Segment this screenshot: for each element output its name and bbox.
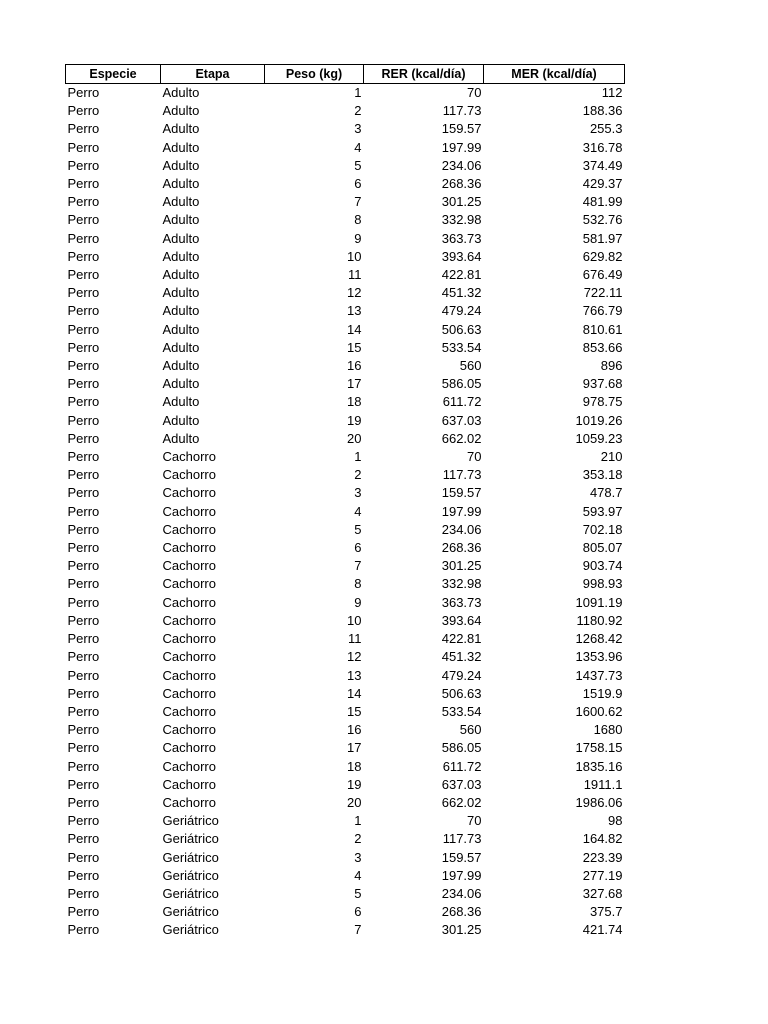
cell-especie: Perro (67, 794, 100, 810)
cell-rer: 611.72 (442, 394, 482, 410)
cell-peso: 20 (347, 794, 362, 810)
cell-rer: 533.54 (441, 339, 482, 355)
cell-rer: 506.63 (441, 321, 482, 337)
cell-mer: 98 (608, 813, 623, 829)
cell-especie: Perro (67, 849, 100, 865)
cell-mer: 1519.9 (582, 685, 623, 701)
cell-etapa: Cachorro (162, 722, 216, 738)
cell-rer: 301.25 (441, 558, 482, 574)
cell-mer: 1437.73 (575, 667, 623, 683)
cell-etapa: Geriátrico (162, 831, 219, 847)
cell-especie: Perro (67, 722, 100, 738)
cell-etapa: Adulto (162, 139, 200, 155)
cell-peso: 16 (347, 358, 362, 374)
table-row (66, 248, 625, 266)
table-row (66, 667, 625, 685)
cell-mer: 1019.26 (575, 412, 623, 428)
cell-mer: 188.36 (582, 103, 623, 119)
cell-mer: 978.75 (582, 394, 623, 410)
header-mer: MER (kcal/día) (484, 65, 625, 84)
cell-peso: 13 (347, 303, 362, 319)
cell-etapa: Geriátrico (162, 813, 219, 829)
cell-rer: 234.06 (441, 157, 482, 173)
cell-peso: 7 (354, 558, 362, 574)
header-row (66, 65, 625, 84)
cell-mer: 702.18 (582, 521, 623, 537)
cell-etapa: Cachorro (162, 540, 216, 556)
cell-rer: 393.64 (441, 248, 482, 264)
cell-etapa: Geriátrico (162, 904, 219, 920)
cell-etapa: Cachorro (162, 594, 216, 610)
cell-rer: 451.32 (441, 649, 482, 665)
cell-rer: 332.98 (441, 576, 482, 592)
cell-peso: 8 (354, 212, 362, 228)
cell-rer: 70 (467, 813, 482, 829)
cell-rer: 234.06 (441, 885, 482, 901)
cell-rer: 637.03 (441, 412, 482, 428)
cell-especie: Perro (67, 685, 100, 701)
cell-especie: Perro (67, 248, 100, 264)
cell-rer: 422.81 (441, 631, 482, 647)
table-row (66, 612, 625, 630)
cell-rer: 560 (459, 358, 482, 374)
cell-especie: Perro (67, 631, 100, 647)
cell-rer: 70 (467, 85, 482, 100)
cell-rer: 268.36 (441, 540, 482, 556)
cell-etapa: Cachorro (162, 485, 216, 501)
cell-mer: 805.07 (582, 540, 623, 556)
cell-especie: Perro (67, 121, 100, 137)
cell-rer: 662.02 (441, 794, 482, 810)
table-row (66, 830, 625, 848)
cell-peso: 5 (354, 521, 362, 537)
cell-rer: 117.73 (442, 103, 482, 119)
cell-especie: Perro (67, 594, 100, 610)
table-row (66, 484, 625, 502)
cell-peso: 6 (354, 904, 362, 920)
cell-especie: Perro (67, 922, 100, 938)
cell-etapa: Adulto (162, 230, 200, 246)
cell-mer: 722.11 (583, 285, 623, 301)
cell-rer: 197.99 (441, 139, 482, 155)
cell-especie: Perro (67, 813, 100, 829)
cell-especie: Perro (67, 212, 100, 228)
table-row (66, 903, 625, 921)
cell-etapa: Adulto (162, 394, 200, 410)
table-row (66, 575, 625, 593)
cell-mer: 581.97 (582, 230, 623, 246)
cell-peso: 1 (354, 813, 362, 829)
cell-rer: 197.99 (441, 867, 482, 883)
cell-mer: 593.97 (582, 503, 623, 519)
cell-peso: 15 (347, 339, 362, 355)
cell-mer: 937.68 (582, 376, 623, 392)
cell-especie: Perro (67, 558, 100, 574)
cell-mer: 374.49 (582, 157, 623, 173)
cell-peso: 1 (354, 449, 362, 465)
cell-etapa: Cachorro (162, 558, 216, 574)
cell-mer: 629.82 (582, 248, 623, 264)
cell-mer: 998.93 (582, 576, 623, 592)
cell-mer: 421.74 (582, 922, 623, 938)
cell-especie: Perro (67, 157, 100, 173)
cell-peso: 19 (347, 776, 362, 792)
cell-mer: 481.99 (582, 194, 623, 210)
cell-especie: Perro (67, 267, 100, 283)
cell-rer: 159.57 (441, 121, 482, 137)
cell-peso: 17 (347, 376, 362, 392)
table-row (66, 157, 625, 175)
cell-etapa: Adulto (162, 85, 200, 100)
cell-etapa: Cachorro (162, 776, 216, 792)
table-row (66, 557, 625, 575)
cell-etapa: Adulto (162, 248, 200, 264)
cell-mer: 255.3 (589, 121, 623, 137)
cell-especie: Perro (67, 703, 100, 719)
cell-especie: Perro (67, 139, 100, 155)
cell-etapa: Cachorro (162, 612, 216, 628)
table-row (66, 193, 625, 211)
cell-rer: 479.24 (441, 303, 482, 319)
cell-mer: 896 (600, 358, 623, 374)
table-row (66, 284, 625, 302)
table-row (66, 339, 625, 357)
cell-mer: 1268.42 (575, 631, 623, 647)
table-row (66, 120, 625, 138)
cell-peso: 4 (354, 503, 362, 519)
cell-mer: 1680 (593, 722, 623, 738)
table-row (66, 849, 625, 867)
table-row (66, 539, 625, 557)
cell-rer: 268.36 (441, 904, 482, 920)
cell-etapa: Adulto (162, 376, 200, 392)
cell-peso: 17 (347, 740, 362, 756)
cell-especie: Perro (67, 412, 100, 428)
cell-especie: Perro (67, 176, 100, 192)
cell-mer: 853.66 (582, 339, 623, 355)
cell-mer: 1600.62 (575, 703, 623, 719)
cell-peso: 3 (354, 849, 362, 865)
cell-etapa: Adulto (162, 267, 200, 283)
table-row (66, 175, 625, 193)
table-row (66, 266, 625, 284)
cell-especie: Perro (67, 885, 100, 901)
table-row (66, 521, 625, 539)
cell-etapa: Adulto (162, 285, 200, 301)
cell-especie: Perro (67, 831, 100, 847)
cell-peso: 6 (354, 540, 362, 556)
cell-etapa: Cachorro (162, 685, 216, 701)
cell-especie: Perro (67, 503, 100, 519)
cell-peso: 11 (348, 267, 362, 283)
cell-peso: 2 (354, 467, 362, 483)
cell-rer: 560 (459, 722, 482, 738)
cell-especie: Perro (67, 285, 100, 301)
cell-rer: 393.64 (441, 612, 482, 628)
cell-etapa: Cachorro (162, 740, 216, 756)
cell-peso: 20 (347, 430, 362, 446)
cell-especie: Perro (67, 449, 100, 465)
table-row (66, 721, 625, 739)
cell-mer: 112 (601, 85, 623, 100)
table-row (66, 758, 625, 776)
cell-etapa: Adulto (162, 194, 200, 210)
cell-etapa: Adulto (162, 358, 200, 374)
cell-etapa: Cachorro (162, 467, 216, 483)
cell-mer: 1059.23 (575, 430, 623, 446)
cell-peso: 14 (347, 321, 362, 337)
cell-rer: 197.99 (441, 503, 482, 519)
table-row (66, 375, 625, 393)
cell-mer: 1180.92 (576, 612, 623, 628)
cell-rer: 363.73 (441, 594, 482, 610)
cell-etapa: Cachorro (162, 758, 216, 774)
cell-especie: Perro (67, 339, 100, 355)
header-etapa: Etapa (161, 65, 265, 84)
cell-peso: 14 (347, 685, 362, 701)
cell-especie: Perro (67, 85, 100, 100)
cell-especie: Perro (67, 358, 100, 374)
table-row (66, 630, 625, 648)
cell-rer: 662.02 (441, 430, 482, 446)
cell-rer: 268.36 (441, 176, 482, 192)
cell-peso: 10 (347, 248, 362, 264)
cell-mer: 676.49 (582, 267, 623, 283)
cell-etapa: Adulto (162, 321, 200, 337)
table-row (66, 703, 625, 721)
cell-peso: 19 (347, 412, 362, 428)
table-row (66, 685, 625, 703)
table-row (66, 812, 625, 830)
cell-peso: 18 (347, 394, 362, 410)
cell-etapa: Cachorro (162, 703, 216, 719)
cell-etapa: Geriátrico (162, 922, 219, 938)
cell-especie: Perro (67, 667, 100, 683)
cell-mer: 210 (600, 449, 623, 465)
cell-mer: 766.79 (582, 303, 623, 319)
cell-rer: 422.81 (441, 267, 482, 283)
cell-peso: 3 (354, 485, 362, 501)
cell-peso: 13 (347, 667, 362, 683)
cell-mer: 277.19 (582, 867, 623, 883)
cell-etapa: Geriátrico (162, 849, 219, 865)
cell-especie: Perro (67, 485, 100, 501)
cell-rer: 451.32 (441, 285, 482, 301)
table-row (66, 430, 625, 448)
cell-rer: 506.63 (441, 685, 482, 701)
table-row (66, 794, 625, 812)
cell-mer: 1091.19 (575, 594, 623, 610)
cell-especie: Perro (67, 649, 100, 665)
cell-rer: 586.05 (441, 740, 482, 756)
cell-peso: 11 (348, 631, 362, 647)
cell-peso: 8 (354, 576, 362, 592)
cell-rer: 159.57 (441, 485, 482, 501)
table-row (66, 139, 625, 157)
cell-peso: 7 (354, 194, 362, 210)
cell-peso: 2 (354, 103, 362, 119)
cell-peso: 5 (354, 885, 362, 901)
header-especie: Especie (66, 65, 161, 84)
cell-mer: 1835.16 (575, 758, 623, 774)
cell-etapa: Adulto (162, 303, 200, 319)
table-row (66, 648, 625, 666)
cell-etapa: Adulto (162, 103, 200, 119)
cell-rer: 479.24 (441, 667, 482, 683)
cell-rer: 70 (467, 449, 482, 465)
table-row (66, 230, 625, 248)
cell-etapa: Cachorro (162, 521, 216, 537)
header-peso: Peso (kg) (265, 65, 364, 84)
header-rer: RER (kcal/día) (364, 65, 484, 84)
cell-etapa: Adulto (162, 121, 200, 137)
cell-mer: 903.74 (582, 558, 623, 574)
table-row (66, 921, 625, 939)
table-row (66, 776, 625, 794)
cell-etapa: Adulto (162, 176, 200, 192)
cell-rer: 301.25 (441, 194, 482, 210)
cell-peso: 12 (347, 285, 362, 301)
cell-rer: 332.98 (441, 212, 482, 228)
cell-rer: 117.73 (442, 831, 482, 847)
cell-rer: 301.25 (441, 922, 482, 938)
cell-peso: 16 (347, 722, 362, 738)
cell-peso: 2 (354, 831, 362, 847)
cell-especie: Perro (67, 867, 100, 883)
cell-rer: 234.06 (441, 521, 482, 537)
cell-peso: 12 (347, 649, 362, 665)
cell-mer: 327.68 (582, 885, 623, 901)
cell-etapa: Cachorro (162, 794, 216, 810)
table-body (66, 84, 625, 940)
table-row (66, 594, 625, 612)
table-row (66, 739, 625, 757)
cell-peso: 4 (354, 867, 362, 883)
cell-especie: Perro (67, 521, 100, 537)
cell-etapa: Cachorro (162, 631, 216, 647)
cell-peso: 3 (354, 121, 362, 137)
table-row (66, 412, 625, 430)
cell-etapa: Cachorro (162, 649, 216, 665)
cell-rer: 533.54 (441, 703, 482, 719)
table-row (66, 211, 625, 229)
cell-especie: Perro (67, 467, 100, 483)
table-row (66, 448, 625, 466)
cell-etapa: Adulto (162, 430, 200, 446)
cell-etapa: Adulto (162, 157, 200, 173)
cell-especie: Perro (67, 612, 100, 628)
table-header (66, 65, 625, 84)
cell-especie: Perro (67, 758, 100, 774)
cell-mer: 164.82 (582, 831, 623, 847)
cell-especie: Perro (67, 540, 100, 556)
cell-peso: 9 (354, 230, 362, 246)
cell-rer: 586.05 (441, 376, 482, 392)
cell-rer: 611.72 (442, 758, 482, 774)
cell-mer: 1758.15 (575, 740, 623, 756)
cell-etapa: Adulto (162, 412, 200, 428)
cell-peso: 18 (347, 758, 362, 774)
cell-especie: Perro (67, 376, 100, 392)
energy-requirements-table (65, 64, 625, 940)
cell-mer: 316.78 (582, 139, 623, 155)
cell-peso: 7 (354, 922, 362, 938)
cell-mer: 1911.1 (583, 776, 623, 792)
cell-mer: 478.7 (589, 485, 623, 501)
cell-especie: Perro (67, 303, 100, 319)
cell-etapa: Adulto (162, 339, 200, 355)
cell-mer: 810.61 (582, 321, 623, 337)
cell-especie: Perro (67, 103, 100, 119)
table-row (66, 393, 625, 411)
table-row (66, 102, 625, 120)
cell-rer: 159.57 (441, 849, 482, 865)
cell-mer: 1353.96 (575, 649, 623, 665)
cell-mer: 429.37 (582, 176, 623, 192)
cell-etapa: Geriátrico (162, 867, 219, 883)
cell-mer: 375.7 (589, 904, 623, 920)
cell-rer: 637.03 (441, 776, 482, 792)
table-row (66, 885, 625, 903)
cell-mer: 1986.06 (575, 794, 623, 810)
cell-especie: Perro (67, 740, 100, 756)
cell-etapa: Geriátrico (162, 885, 219, 901)
cell-especie: Perro (67, 230, 100, 246)
cell-peso: 9 (354, 594, 362, 610)
cell-etapa: Adulto (162, 212, 200, 228)
table-row (66, 357, 625, 375)
cell-mer: 353.18 (582, 467, 623, 483)
cell-peso: 15 (347, 703, 362, 719)
cell-etapa: Cachorro (162, 667, 216, 683)
table-row (66, 321, 625, 339)
table-row (66, 466, 625, 484)
spreadsheet-page (65, 64, 624, 940)
cell-etapa: Cachorro (162, 576, 216, 592)
cell-rer: 363.73 (441, 230, 482, 246)
cell-peso: 1 (354, 85, 362, 100)
cell-etapa: Cachorro (162, 449, 216, 465)
cell-etapa: Cachorro (162, 503, 216, 519)
table-row (66, 84, 625, 103)
cell-peso: 10 (347, 612, 362, 628)
table-row (66, 867, 625, 885)
cell-mer: 532.76 (582, 212, 623, 228)
cell-especie: Perro (67, 194, 100, 210)
cell-peso: 4 (354, 139, 362, 155)
cell-especie: Perro (67, 394, 100, 410)
cell-rer: 117.73 (442, 467, 482, 483)
cell-especie: Perro (67, 576, 100, 592)
table-row (66, 503, 625, 521)
table-row (66, 302, 625, 320)
cell-mer: 223.39 (582, 849, 623, 865)
cell-especie: Perro (67, 321, 100, 337)
cell-especie: Perro (67, 430, 100, 446)
cell-peso: 6 (354, 176, 362, 192)
cell-especie: Perro (67, 776, 100, 792)
cell-especie: Perro (67, 904, 100, 920)
cell-peso: 5 (354, 157, 362, 173)
